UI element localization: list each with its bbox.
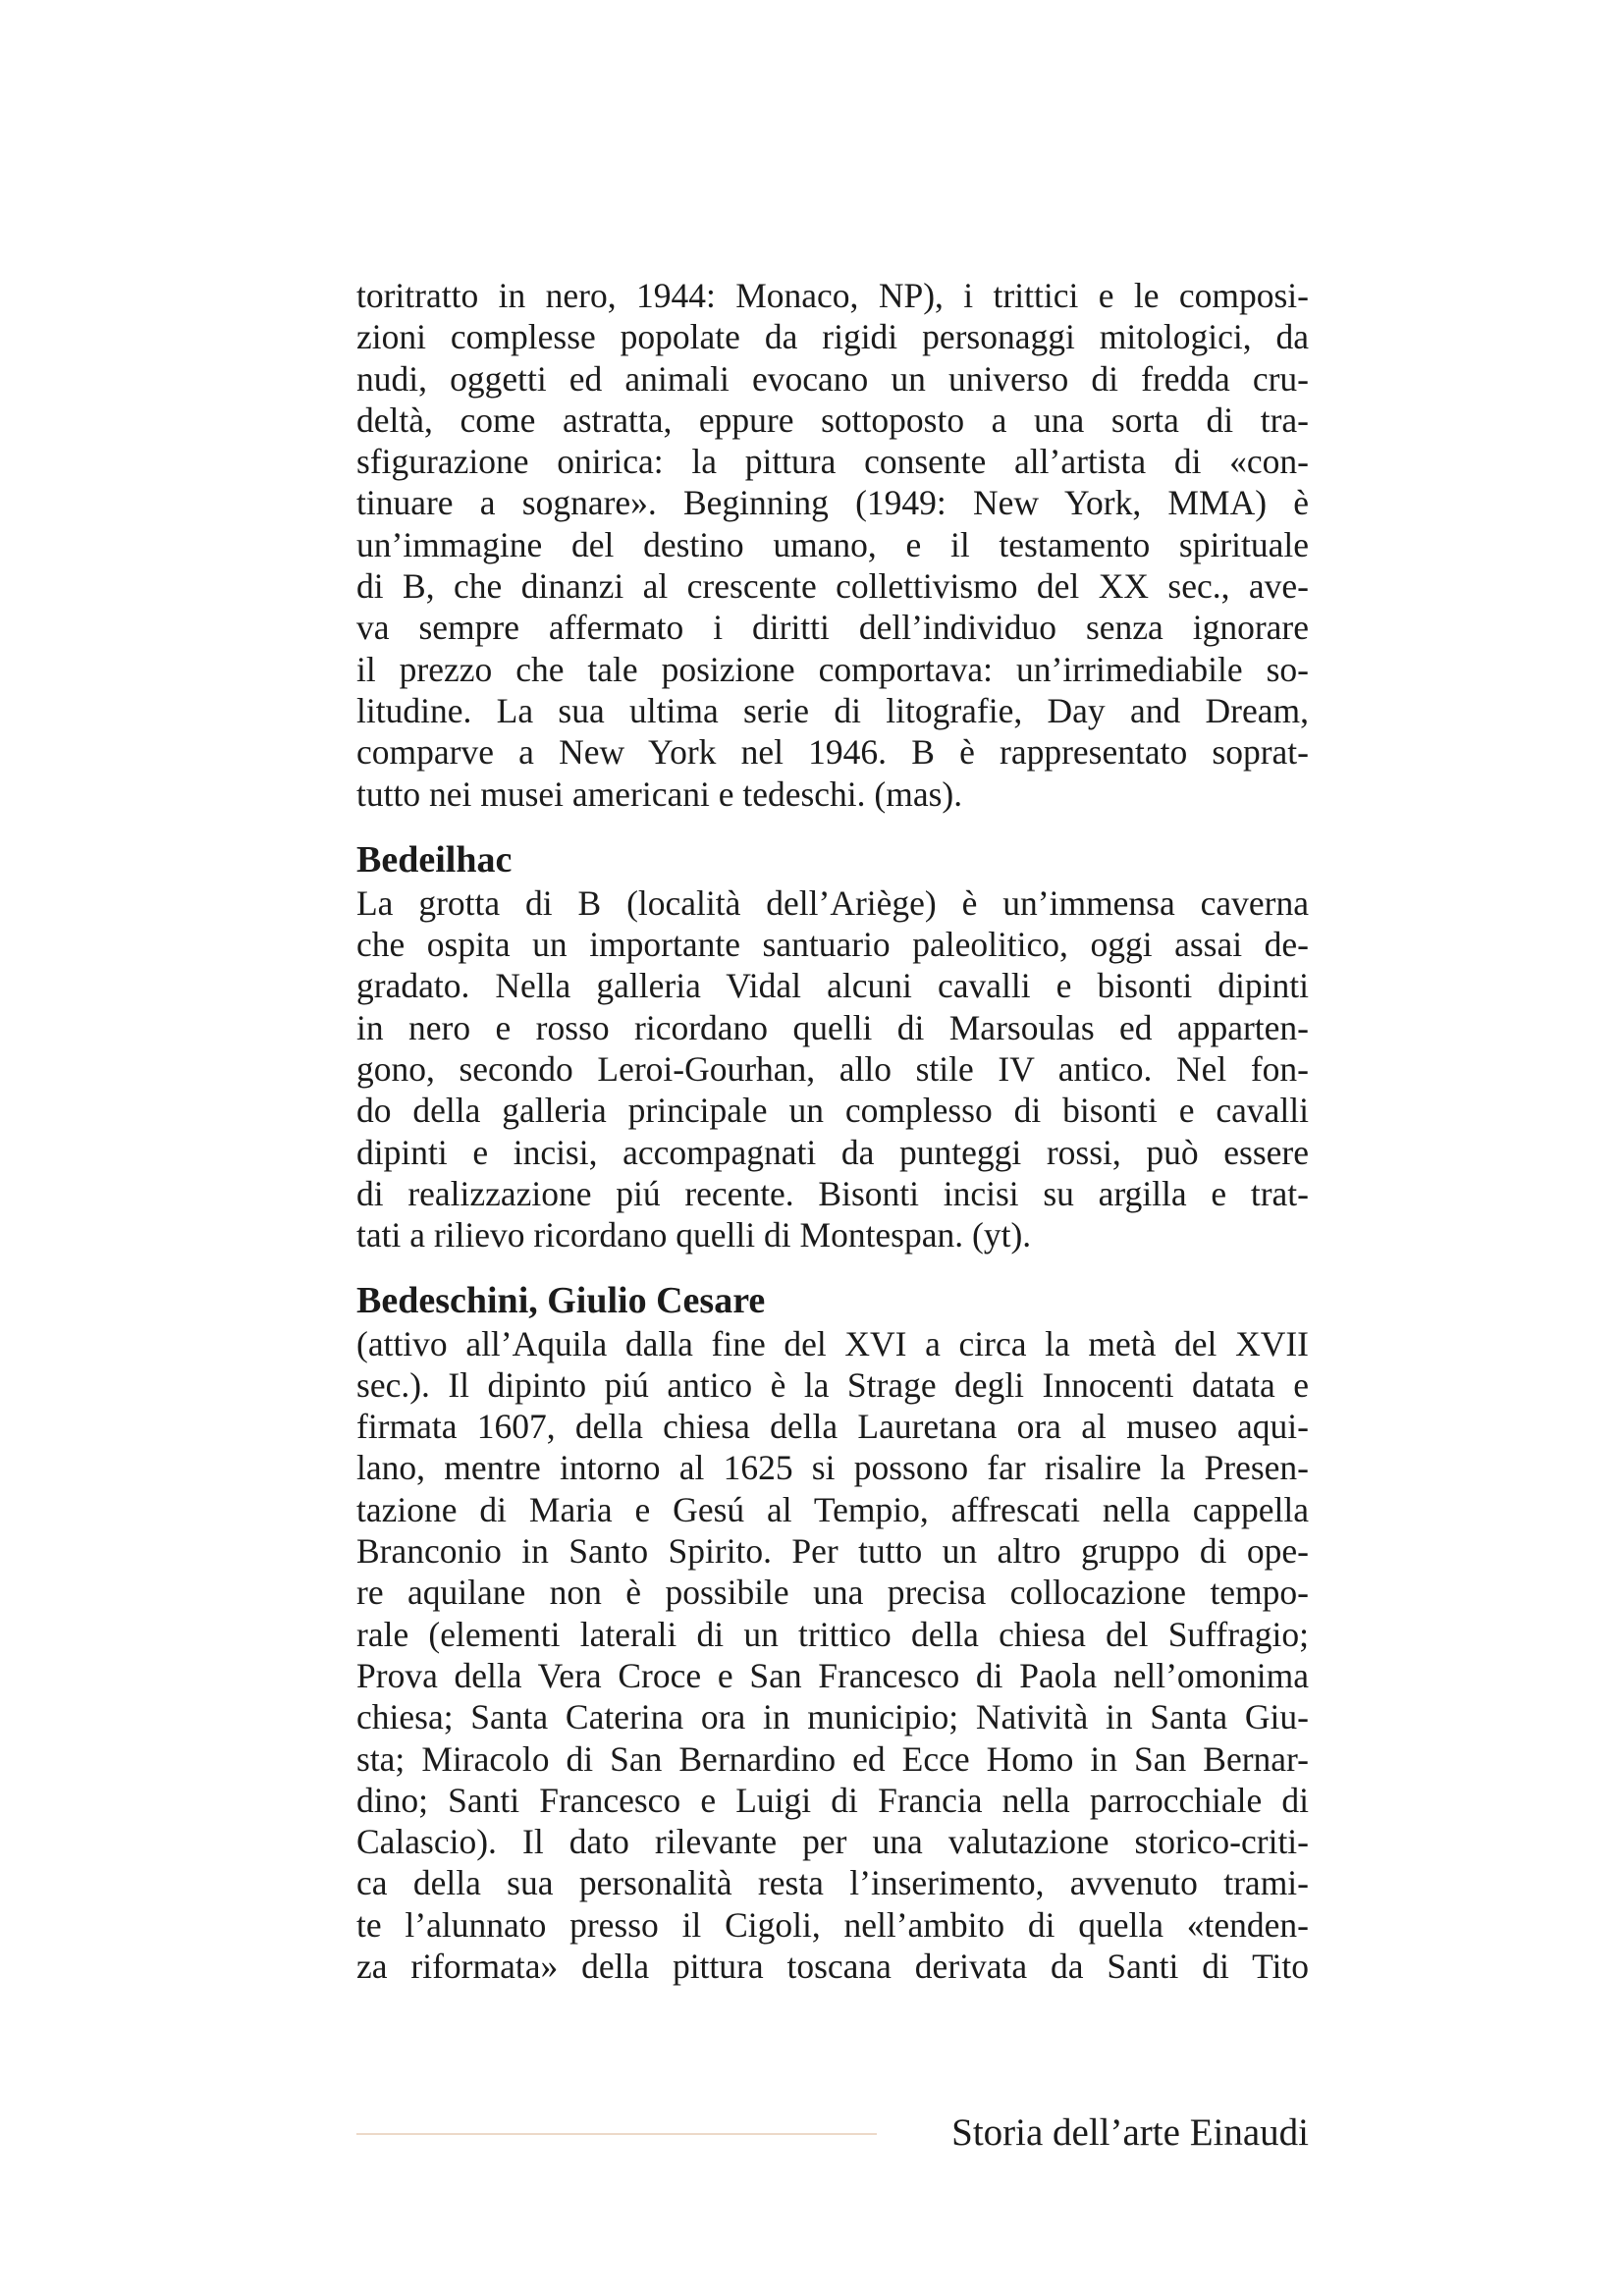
text-line: gono, secondo Leroi-Gourhan, allo stile IV antico. Nel fon- xyxy=(356,1049,1309,1090)
text-line: comparve a New York nel 1946. B è rappresentato soprat- xyxy=(356,732,1309,773)
text-line: rale (elementi laterali di un trittico della chiesa del Suffragio; xyxy=(356,1614,1309,1654)
text-line: Prova della Vera Croce e San Francesco di Paola nell’omonima xyxy=(356,1655,1309,1695)
text-line: il prezzo che tale posizione comportava: un’irrimediabile so- xyxy=(356,649,1309,689)
text-line: do della galleria principale un complesso di bisonti e cavalli xyxy=(356,1091,1309,1131)
text-line: chiesa; Santa Caterina ora in municipio; Natività in Santa Giu- xyxy=(356,1697,1309,1737)
text-line: La grotta di B (località dell’Ariège) è un’immensa caverna xyxy=(356,882,1309,923)
text-line: ca della sua personalità resta l’inserimento, avvenuto trami- xyxy=(356,1863,1309,1903)
text-line: dipinti e incisi, accompagnati da punteggi rossi, può essere xyxy=(356,1132,1309,1172)
text-line: nudi, oggetti ed animali evocano un universo di fredda cru- xyxy=(356,358,1309,399)
text-line: dino; Santi Francesco e Luigi di Francia nella parrocchiale di xyxy=(356,1780,1309,1820)
text-line: lano, mentre intorno al 1625 si possono far risalire la Presen- xyxy=(356,1448,1309,1488)
text-line: re aquilane non è possibile una precisa collocazione tempo- xyxy=(356,1573,1309,1613)
text-line: tutto nei musei americani e tedeschi. (mas). xyxy=(356,774,963,814)
text-line: sfigurazione onirica: la pittura consente all’artista di «con- xyxy=(356,442,1309,482)
entry-bedeschini xyxy=(356,1278,1309,1988)
text-line: di B, che dinanzi al crescente collettivismo del XX sec., ave- xyxy=(356,566,1309,607)
text-line: za riformata» della pittura toscana derivata da Santi di Tito xyxy=(356,1946,1309,1986)
entry-heading: Bedeilhac xyxy=(356,838,513,881)
text-line: litudine. La sua ultima serie di litografie, Day and Dream, xyxy=(356,690,1309,730)
text-line: toritratto in nero, 1944: Monaco, NP), i trittici e le composi- xyxy=(356,276,1309,315)
footer-rule xyxy=(356,2133,877,2135)
text-line: Branconio in Santo Spirito. Per tutto un altro gruppo di ope- xyxy=(356,1531,1309,1572)
text-line: tazione di Maria e Gesú al Tempio, affrescati nella cappella xyxy=(356,1489,1309,1529)
text-line: sta; Miracolo di San Bernardino ed Ecce Homo in San Bernar- xyxy=(356,1738,1309,1779)
publication-title: Storia dell’arte Einaudi xyxy=(951,2111,1309,2154)
spacer xyxy=(356,815,1309,837)
text-column xyxy=(356,275,1309,1987)
text-line: di realizzazione piú recente. Bisonti incisi su argilla e trat- xyxy=(356,1173,1309,1213)
text-line: tati a rilievo ricordano quelli di Montespan. (yt). xyxy=(356,1215,1032,1255)
text-line: tinuare a sognare». Beginning (1949: New York, MMA) è xyxy=(356,483,1309,523)
text-line: te l’alunnato presso il Cigoli, nell’ambito di quella «tenden- xyxy=(356,1904,1309,1945)
text-line: Calascio). Il dato rilevante per una valutazione storico-criti- xyxy=(356,1822,1309,1862)
spacer xyxy=(356,1256,1309,1278)
text-line: va sempre affermato i diritti dell’individuo senza ignorare xyxy=(356,608,1309,648)
entry-heading: Bedeschini, Giulio Cesare xyxy=(356,1279,766,1321)
text-line: firmata 1607, della chiesa della Lauretana ora al museo aqui- xyxy=(356,1407,1309,1447)
text-line: deltà, come astratta, eppure sottoposto a una sorta di tra- xyxy=(356,400,1309,440)
text-line: sec.). Il dipinto piú antico è la Strage degli Innocenti datata e xyxy=(356,1364,1309,1405)
text-line: gradato. Nella galleria Vidal alcuni cavalli e bisonti dipinti xyxy=(356,966,1309,1006)
text-line: un’immagine del destino umano, e il testamento spirituale xyxy=(356,524,1309,564)
page-footer xyxy=(356,2109,1309,2158)
text-line: in nero e rosso ricordano quelli di Marsoulas ed apparten- xyxy=(356,1007,1309,1047)
entry-continuation xyxy=(356,275,1309,815)
text-line: (attivo all’Aquila dalla fine del XVI a circa la metà del XVII xyxy=(356,1323,1309,1363)
text-line: che ospita un importante santuario paleolitico, oggi assai de- xyxy=(356,925,1309,965)
text-line: zioni complesse popolate da rigidi personaggi mitologici, da xyxy=(356,317,1309,357)
entry-bedeilhac xyxy=(356,837,1309,1256)
